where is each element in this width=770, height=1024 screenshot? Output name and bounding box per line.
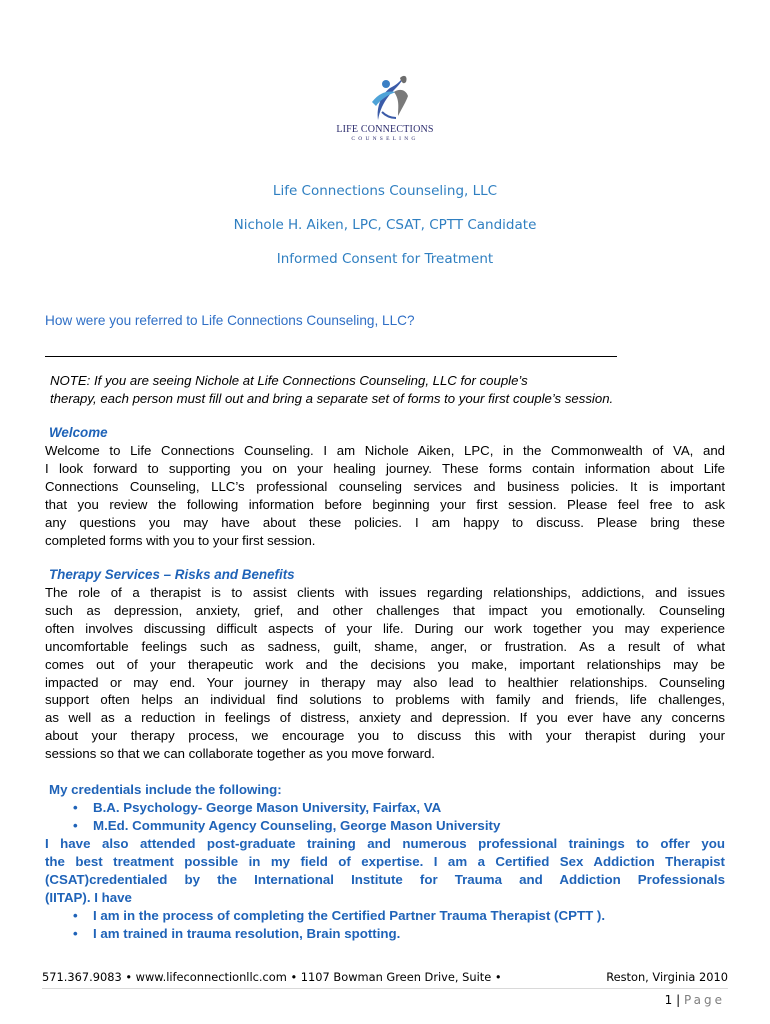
paragraph-line: impacted or may end. Your journey in therapy may also lead to healthier relationships. Counseling <box>45 674 725 690</box>
page-number <box>665 993 725 1007</box>
credentials-paragraph-line: the best treatment possible in my field of expertise. I am a Certified Sex Addiction Therapist <box>45 854 725 869</box>
logo-name-text: LIFE CONNECTIONS <box>336 124 434 135</box>
company-logo <box>320 72 450 146</box>
referral-question: How were you referred to Life Connections Counseling, LLC? <box>45 313 415 328</box>
credential-item: • B.A. Psychology- George Mason University, Fairfax, VA <box>73 800 442 815</box>
bullet-icon: • <box>73 818 78 833</box>
paragraph-line: any questions you may have about these policies. I am happy to discuss. Please bring these <box>45 514 725 530</box>
note-line: therapy, each person must fill out and bring a separate set of forms to your first couple’s session. <box>50 390 614 406</box>
therapy-paragraph <box>45 584 725 763</box>
paragraph-line: comes out of your therapeutic work and the decisions you make, important relationships may be <box>45 656 725 672</box>
credential-item: • M.Ed. Community Agency Counseling, George Mason University <box>73 818 501 833</box>
note-line: NOTE: If you are seeing Nichole at Life Connections Counseling, LLC for couple’s <box>50 373 528 388</box>
footer-divider <box>42 988 728 989</box>
credentials-paragraph-line: (CSAT)credentialed by the International Institute for Trauma and Addiction Professionals <box>45 872 725 887</box>
paragraph-line: I look forward to supporting you on your healing journey. These forms contain information about Life <box>45 460 725 476</box>
footer-contact: 571.367.9083 • www.lifeconnectionllc.com • 1107 Bowman Green Drive, Suite • <box>42 970 502 984</box>
document-title: Informed Consent for Treatment <box>276 251 494 267</box>
credentials-paragraph-line: (IITAP). I have <box>45 890 132 905</box>
credential-item: • I am in the process of completing the Certified Partner Trauma Therapist (CPTT ). <box>73 908 606 923</box>
paragraph-line: The role of a therapist is to assist clients with issues regarding relationships, addictions, and issues <box>45 585 725 600</box>
bullet-icon: • <box>73 908 78 923</box>
paragraph-line: as well as a reduction in feelings of distress, anxiety and depression. If you ever have any concerns <box>45 710 725 726</box>
dancer-logo-icon <box>320 72 450 124</box>
bullet-icon: • <box>73 800 78 815</box>
paragraph-line: Welcome to Life Connections Counseling. I am Nichole Aiken, LPC, in the Commonwealth of VA, and <box>45 443 725 458</box>
paragraph-line: that you review the following information before beginning your first session. Please feel free to ask <box>45 496 725 512</box>
paragraph-line: often involves discussing difficult aspects of your life. During our work together you may experience <box>45 620 725 636</box>
credentials-paragraph-line: I have also attended post-graduate training and numerous professional trainings to offer you <box>45 836 725 851</box>
page-number-value: 1 <box>664 993 673 1007</box>
referral-answer-line[interactable] <box>45 356 617 357</box>
footer-location: Reston, Virginia 2010 <box>606 970 728 984</box>
welcome-heading: Welcome <box>49 425 108 440</box>
therapy-heading: Therapy Services – Risks and Benefits <box>49 567 295 582</box>
paragraph-line: uncomfortable feelings such as sadness, guilt, shame, anger, or frustration. As a result of what <box>45 638 725 654</box>
paragraph-line: sessions so that we can collaborate together as you move forward. <box>45 746 435 762</box>
practice-name: Life Connections Counseling, LLC <box>272 183 498 199</box>
paragraph-line: such as depression, anxiety, grief, and other challenges that impact you emotionally. Counseling <box>45 602 725 618</box>
credential-item: • I am trained in trauma resolution, Brain spotting. <box>73 926 401 941</box>
logo-sub-text: COUNSELING <box>351 136 419 142</box>
paragraph-line: completed forms with you to your first session. <box>45 532 316 548</box>
credentials-section <box>45 781 725 943</box>
bullet-icon: • <box>73 926 78 941</box>
paragraph-line: support often helps an individual find solutions to problems with family and friends, life challenges, <box>45 692 725 708</box>
paragraph-line: Connections Counseling, LLC’s professional counseling services and business policies. It is important <box>45 478 725 494</box>
credentials-heading: My credentials include the following: <box>49 782 282 797</box>
page-separator: | <box>672 993 684 1007</box>
paragraph-line: about your therapy process, we encourage you to discuss this with your therapist during your <box>45 728 725 744</box>
welcome-paragraph <box>45 442 725 549</box>
page-word: Page <box>683 993 725 1007</box>
couples-note <box>50 372 700 407</box>
therapist-name: Nichole H. Aiken, LPC, CSAT, CPTT Candidate <box>233 217 537 233</box>
